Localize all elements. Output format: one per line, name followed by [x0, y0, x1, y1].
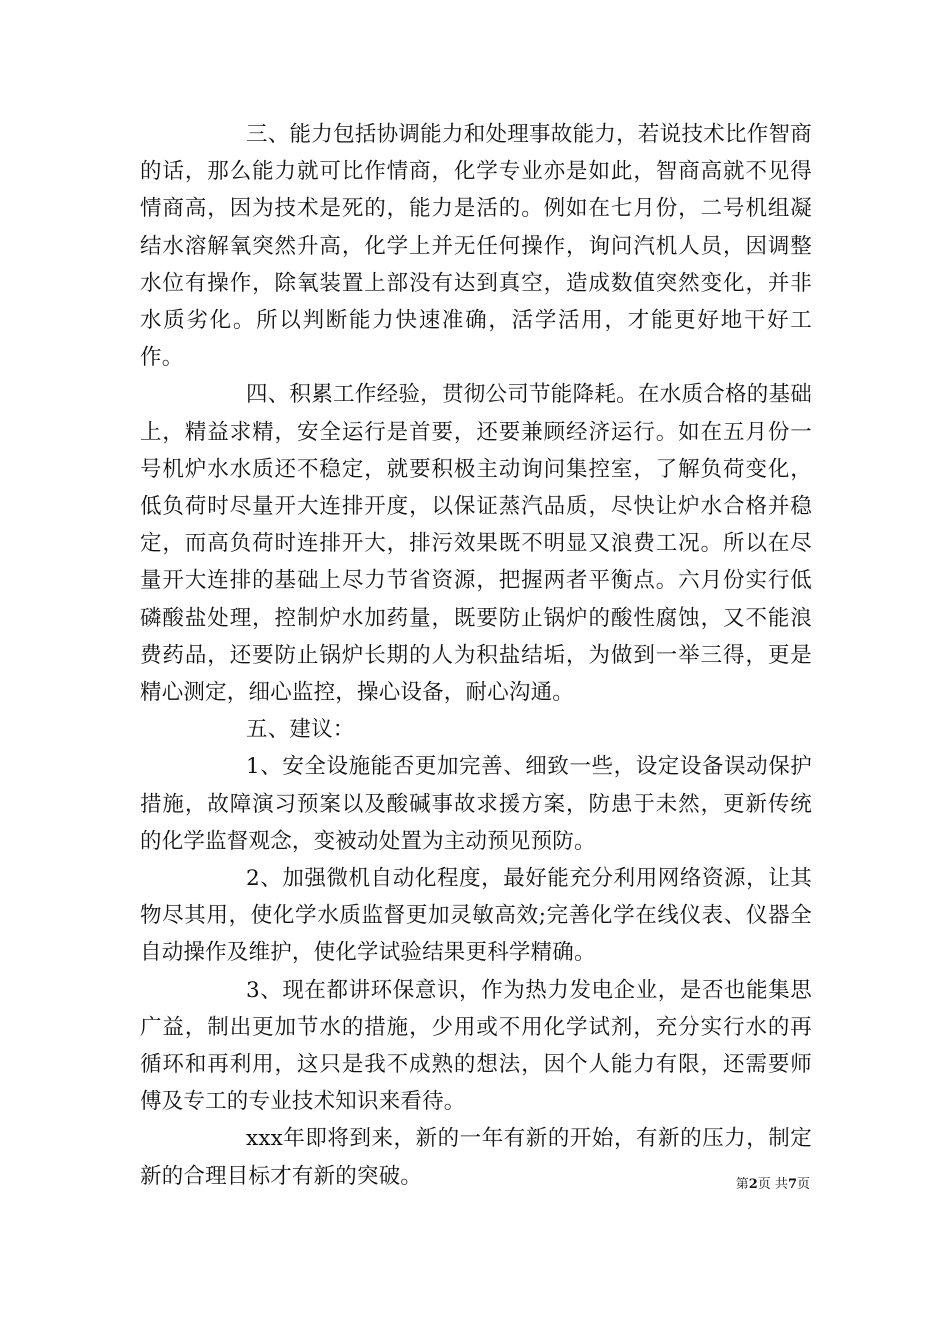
footer-suffix: 页: [796, 1177, 810, 1192]
paragraph-suggestion-1: 1、安全设施能否更加完善、细致一些，设定设备误动保护措施，故障演习预案以及酸碱事故求援方案，防患于未然，更新传统的化学监督观念，变被动处置为主动预见预防。: [140, 754, 812, 854]
document-body: [140, 116, 812, 1195]
paragraph-suggestion-2: 2、加强微机自动化程度，最好能充分利用网络资源，让其物尽其用，使化学水质监督更加灵敏高效;完善化学在线仪表、仪器全自动操作及维护，使化学试验结果更科学精确。: [140, 866, 812, 966]
page-footer: [660, 1176, 810, 1194]
footer-current-page: 2: [748, 1177, 758, 1192]
paragraph-ability: 三、能力包括协调能力和处理事故能力，若说技术比作智商的话，那么能力就可比作情商，化学专业亦是如此，智商高就不见得情商高，因为技术是死的，能力是活的。例如在七月份，二号机组凝结水溶解氧突然升高，化学上并无任何操作，询问汽机人员，因调整水位有操作，除氧装置上部没有达到真空，造成数值突然变化，并非水质劣化。所以判断能力快速准确，活学活用，才能更好地干好工作。: [140, 122, 812, 371]
paragraph-suggestions-heading: 五、建议：: [246, 717, 355, 743]
paragraph-suggestion-3: 3、现在都讲环保意识，作为热力发电企业，是否也能集思广益，制出更加节水的措施，少用或不用化学试剂，充分实行水的再循环和再利用，这只是我不成熟的想法，因个人能力有限，还需要师傅及专工的专业技术知识来看待。: [140, 977, 812, 1115]
paragraph-closing: xxx年即将到来，新的一年有新的开始，有新的压力，制定新的合理目标才有新的突破。: [140, 1126, 812, 1189]
footer-middle: 页 共: [757, 1177, 788, 1192]
paragraph-experience: 四、积累工作经验，贯彻公司节能降耗。在水质合格的基础上，精益求精，安全运行是首要，还要兼顾经济运行。如在五月份一号机炉水水质还不稳定，就要积极主动询问集控室，了解负荷变化，低负荷时尽量开大连排开度，以保证蒸汽品质，尽快让炉水合格并稳定，而高负荷时连排开大，排污效果既不明显又浪费工况。所以在尽量开大连排的基础上尽力节省资源，把握两者平衡点。六月份实行低磷酸盐处理，控制炉水加药量，既要防止锅炉的酸性腐蚀，又不能浪费药品，还要防止锅炉长期的人为积盐结垢，为做到一举三得，更是精心测定，细心监控，操心设备，耐心沟通。: [140, 382, 812, 706]
footer-total-pages: 7: [787, 1177, 797, 1192]
footer-prefix: 第: [735, 1177, 749, 1192]
